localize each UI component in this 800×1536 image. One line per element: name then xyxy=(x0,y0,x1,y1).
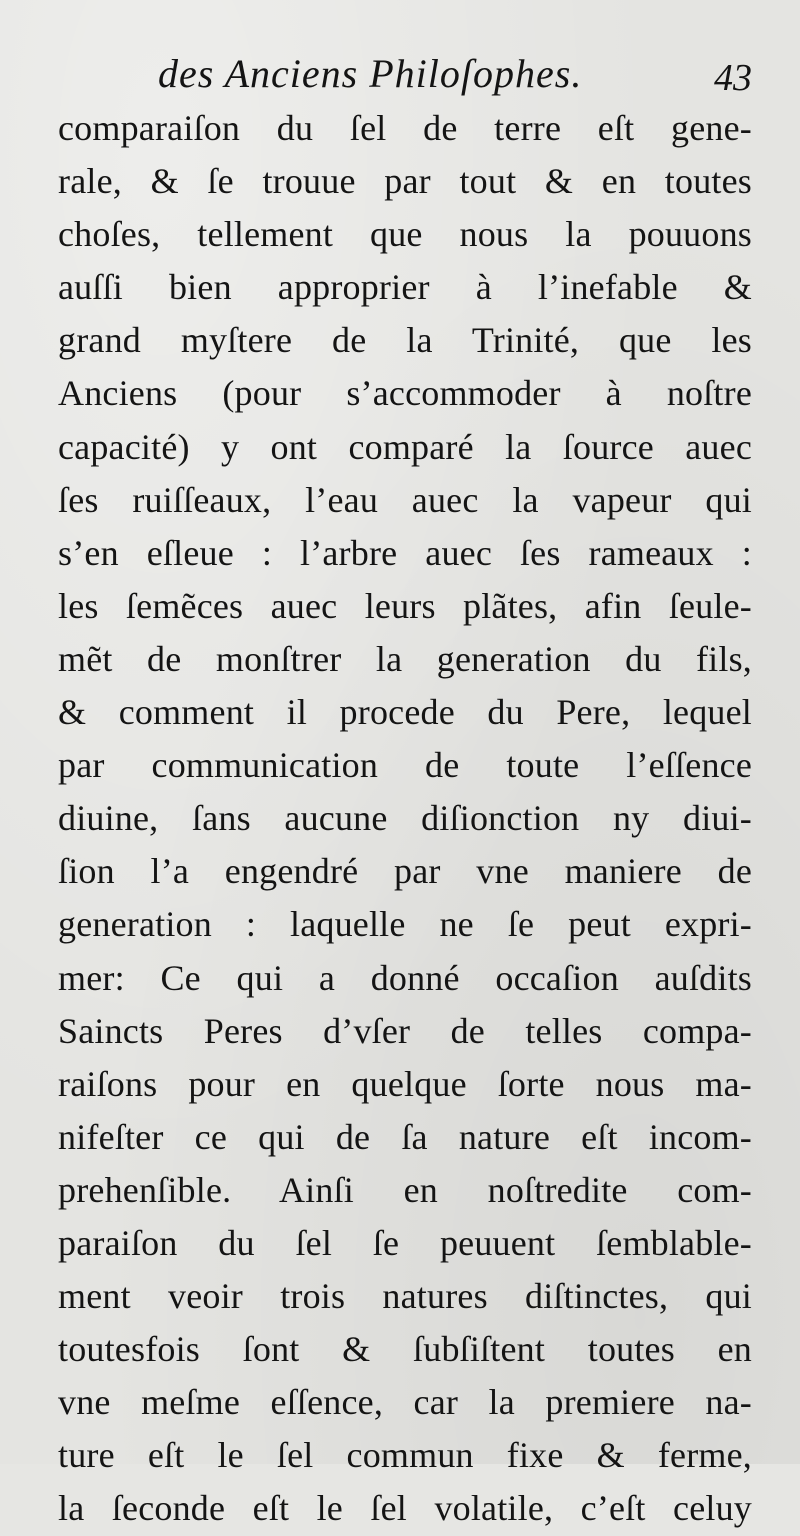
text-line: raiſons pour en quelque ſorte nous ma- xyxy=(58,1063,752,1104)
text-line: paraiſon du ſel ſe peuuent ſemblable- xyxy=(58,1222,752,1263)
text-line: la ſeconde eſt le ſel volatile, c’eſt celuy xyxy=(58,1488,752,1529)
text-line: diuine, ſans aucune diſionction ny diui- xyxy=(58,798,752,839)
text-line: ſion l’a engendré par vne maniere de xyxy=(58,851,752,892)
text-line: rale, & ſe trouue par tout & en toutes xyxy=(58,161,752,202)
text-line: par communication de toute l’eſſence xyxy=(58,745,752,786)
running-title: des Anciens Philoſophes. xyxy=(158,51,583,96)
body-text xyxy=(58,102,752,1536)
text-line: grand myſtere de la Trinité, que les xyxy=(58,320,752,361)
text-line: mẽt de monſtrer la generation du fils, xyxy=(58,638,752,679)
text-line: ſes ruiſſeaux, l’eau auec la vapeur qui xyxy=(58,479,752,520)
text-line: mer: Ce qui a donné occaſion auſdits xyxy=(58,957,752,998)
text-line: nifeſter ce qui de ſa nature eſt incom- xyxy=(58,1116,752,1157)
text-line: choſes, tellement que nous la pouuons xyxy=(58,214,752,255)
text-line: ment veoir trois natures diſtinctes, qui xyxy=(58,1276,752,1317)
text-line: toutesfois ſont & ſubſiſtent toutes en xyxy=(58,1329,752,1370)
text-line: ture eſt le ſel commun fixe & ferme, xyxy=(58,1435,752,1476)
text-line: comparaiſon du ſel de terre eſt gene- xyxy=(58,108,752,148)
text-line: vne meſme eſſence, car la premiere na- xyxy=(58,1382,752,1423)
text-line: capacité) y ont comparé la ſource auec xyxy=(58,426,752,467)
text-line: & comment il procede du Pere, lequel xyxy=(58,692,752,733)
text-line: s’en eſleue : l’arbre auec ſes rameaux : xyxy=(58,532,752,573)
text-line: auſſi bien approprier à l’inefable & xyxy=(58,267,752,308)
text-line: prehenſible. Ainſi en noſtredite com- xyxy=(58,1169,752,1210)
running-head xyxy=(58,46,752,102)
text-line: Anciens (pour s’accommoder à noſtre xyxy=(58,373,752,414)
text-line: generation : laquelle ne ſe peut expri- xyxy=(58,904,752,945)
text-line: Saincts Peres d’vſer de telles compa- xyxy=(58,1010,752,1051)
page-number: 43 xyxy=(714,57,752,99)
text-line: les ſemẽces auec leurs plãtes, afin ſeule- xyxy=(58,585,752,626)
